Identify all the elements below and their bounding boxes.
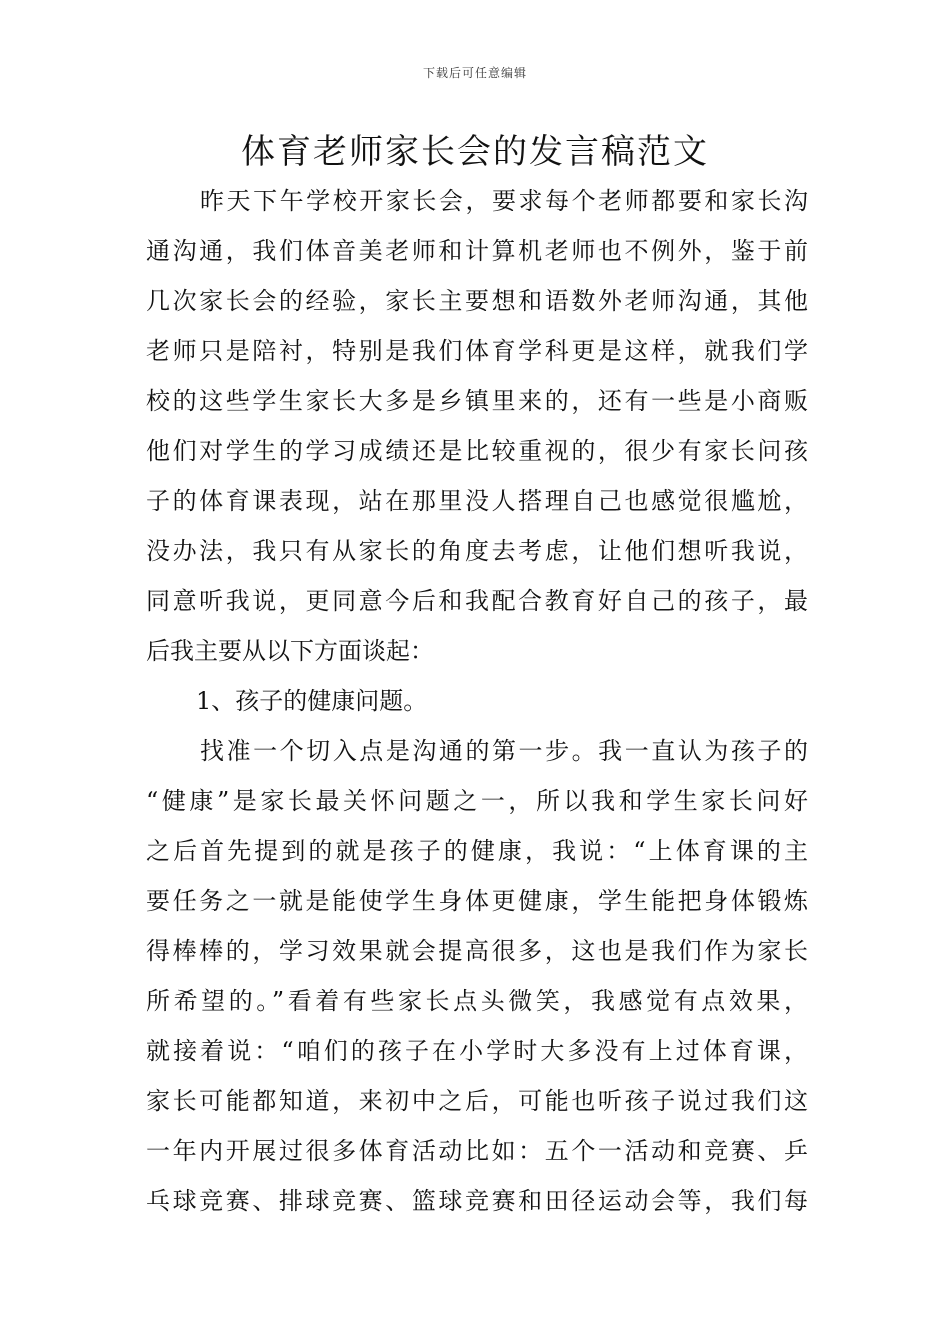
text-line: 老师只是陪衬，特别是我们体育学科更是这样，就我们学 [146,337,808,365]
text-line: 一年内开展过很多体育活动比如：五个一活动和竞赛、乒 [146,1137,808,1165]
header-note: 下载后可任意编辑 [422,66,527,80]
text-line: 通沟通，我们体音美老师和计算机老师也不例外，鉴于前 [146,237,808,265]
text-line: 要任务之一就是能使学生身体更健康，学生能把身体锻炼 [146,887,808,915]
text-line: 家长可能都知道，来初中之后，可能也听孩子说过我们这 [146,1087,808,1115]
text-line: 找准一个切入点是沟通的第一步。我一直认为孩子的 [200,737,808,765]
text-line: 他们对学生的学习成绩还是比较重视的，很少有家长问孩 [146,437,808,465]
document-title: 体育老师家长会的发言稿范文 [241,132,709,172]
document-body [146,176,808,1226]
text-line: “健康”是家长最关怀问题之一，所以我和学生家长问好 [146,787,808,815]
text-line: 后我主要从以下方面谈起： [146,637,434,665]
text-line: 同意听我说，更同意今后和我配合教育好自己的孩子，最 [146,587,808,615]
text-line: 没办法，我只有从家长的角度去考虑，让他们想听我说， [146,537,808,565]
text-line: 子的体育课表现，站在那里没人搭理自己也感觉很尴尬， [146,487,808,515]
section-heading: 1、孩子的健康问题。 [196,687,428,715]
text-line: 几次家长会的经验，家长主要想和语数外老师沟通，其他 [146,287,808,315]
text-line: 校的这些学生家长大多是乡镇里来的，还有一些是小商贩 [146,387,808,415]
text-line: 之后首先提到的就是孩子的健康，我说：“上体育课的主 [146,837,808,865]
text-line: 就接着说：“咱们的孩子在小学时大多没有上过体育课， [146,1037,808,1065]
text-line: 得棒棒的，学习效果就会提高很多，这也是我们作为家长 [146,937,808,965]
text-line: 昨天下午学校开家长会，要求每个老师都要和家长沟 [200,187,808,215]
text-line: 所希望的。”看着有些家长点头微笑，我感觉有点效果， [146,987,808,1015]
text-line: 乓球竞赛、排球竞赛、篮球竞赛和田径运动会等，我们每 [146,1187,808,1215]
